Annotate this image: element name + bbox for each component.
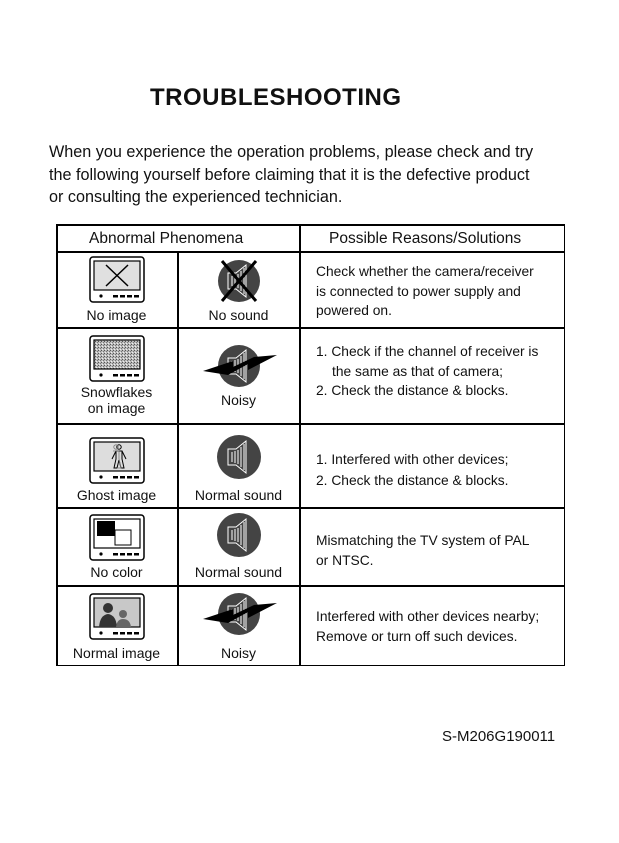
solution-line: is connected to power supply and — [316, 283, 521, 299]
solution-line: 2. Check the distance & blocks. — [316, 383, 509, 398]
solution-text — [316, 531, 529, 570]
tv-ghost-image-icon — [89, 437, 145, 485]
normal-sound-icon — [214, 512, 264, 558]
intro-paragraph — [49, 141, 589, 209]
solution-line: Interfered with other devices nearby; — [316, 609, 540, 624]
tv-snowflakes-icon — [89, 335, 145, 383]
tv-no-image-icon — [89, 256, 145, 304]
image-label — [56, 384, 177, 416]
noisy-sound-icon — [202, 344, 278, 390]
table-column-divider — [299, 224, 301, 666]
image-label: Ghost image — [76, 487, 157, 503]
table-border-top — [56, 224, 565, 226]
tv-no-color-icon — [89, 514, 145, 562]
intro-line: the following yourself before claiming that it is the defective product — [49, 165, 530, 184]
sound-label: Normal sound — [194, 487, 283, 503]
table-row-divider — [56, 327, 565, 329]
solution-text — [316, 449, 509, 491]
solution-line: or NTSC. — [316, 552, 374, 568]
solution-line: Remove or turn off such devices. — [316, 628, 518, 644]
header-abnormal-phenomena: Abnormal Phenomena — [89, 230, 244, 247]
image-label: No image — [86, 307, 147, 323]
sound-label: Normal sound — [194, 564, 283, 580]
table-row-divider — [56, 507, 565, 509]
page-title: TROUBLESHOOTING — [150, 84, 402, 111]
noisy-sound-icon — [202, 592, 278, 638]
normal-sound-icon — [214, 434, 264, 480]
intro-line: When you experience the operation problems, please check and try — [49, 143, 534, 161]
solution-line: 2. Check the distance & blocks. — [316, 473, 509, 488]
tv-normal-image-icon — [89, 593, 145, 641]
solution-line: the same as that of camera; — [332, 363, 504, 379]
image-label-line: Snowflakes — [80, 384, 153, 400]
solution-text — [316, 342, 538, 401]
solution-text — [316, 607, 539, 646]
table-border-right — [564, 224, 566, 666]
sound-label: Noisy — [220, 645, 256, 661]
table-border-bottom — [56, 665, 565, 667]
model-code: S-M206G190011 — [442, 728, 556, 745]
image-label: No color — [90, 564, 143, 580]
solution-line: 1. Check if the channel of receiver is — [316, 344, 539, 359]
table-header-divider — [56, 251, 565, 253]
solution-line: Check whether the camera/receiver — [316, 264, 534, 279]
solution-line: 1. Interfered with other devices; — [316, 452, 509, 467]
table-row-divider — [56, 585, 565, 587]
sound-label: Noisy — [220, 392, 256, 408]
solution-text — [316, 262, 534, 321]
intro-line: or consulting the experienced technician. — [49, 188, 343, 206]
image-label-line: on image — [87, 400, 146, 416]
header-possible-solutions: Possible Reasons/Solutions — [329, 230, 522, 247]
troubleshooting-table — [56, 224, 565, 666]
sound-label: No sound — [208, 307, 269, 323]
no-sound-icon — [214, 257, 264, 303]
table-row-divider — [56, 423, 565, 425]
table-border-left — [56, 224, 58, 666]
solution-line: powered on. — [316, 303, 392, 318]
image-label: Normal image — [72, 645, 161, 661]
solution-line: Mismatching the TV system of PAL — [316, 533, 530, 548]
